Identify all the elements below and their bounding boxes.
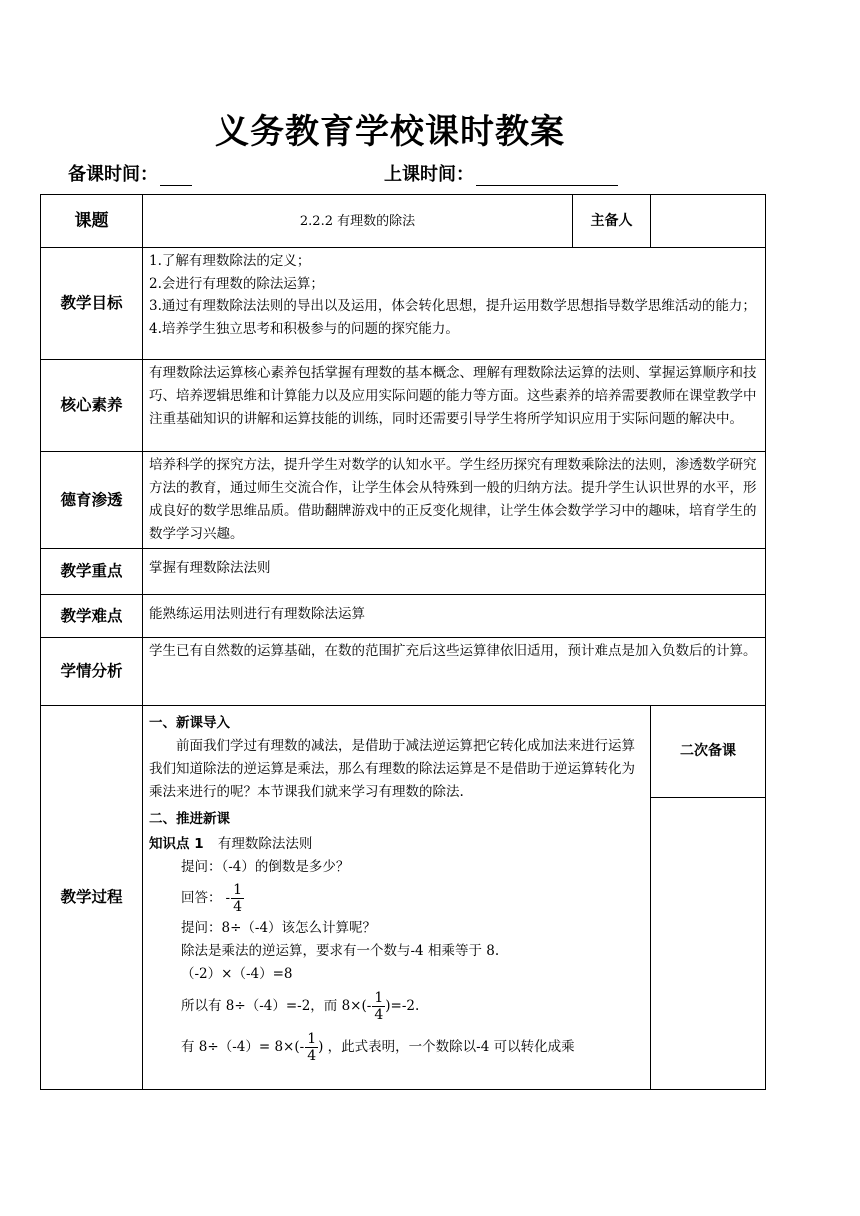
knowledge-point-label: 知识点 1 xyxy=(149,836,204,852)
minus-sign: - xyxy=(366,997,372,1014)
fraction-numerator: 1 xyxy=(233,881,242,898)
analysis-row xyxy=(41,638,766,706)
second-prep-area xyxy=(651,798,766,1090)
process-label: 教学过程 xyxy=(41,706,143,1090)
fraction-neg-quarter xyxy=(367,990,385,1023)
fraction-denominator: 4 xyxy=(307,1047,317,1064)
goals-row xyxy=(41,248,766,360)
class-time xyxy=(384,160,618,186)
question-2: 提问：8÷（-4）该怎么计算呢？ xyxy=(181,920,377,936)
conclusion-line xyxy=(149,1026,644,1068)
fraction-denominator: 4 xyxy=(233,898,242,915)
core-row xyxy=(41,360,766,452)
knowledge-point-title: 有理数除法法则 xyxy=(217,836,313,852)
topic-row xyxy=(41,195,766,248)
topic-value: 2.2.2 有理数的除法 xyxy=(143,195,573,248)
process-row-top xyxy=(41,706,766,798)
core-text: 有理数除法运算核心素养包括掌握有理数的基本概念、理解有理数除法运算的法则、掌握运算顺序和技巧、培养逻辑思维和计算能力以及应用实际问题的能力等方面。这些素养的培养需要教师在课堂教学中注重基础知识的讲解和运算技能的训练，同时还需要引导学生将所学知识应用于实际问题的解决中。 xyxy=(143,360,766,452)
minus-sign: - xyxy=(225,889,231,906)
fraction-neg-quarter xyxy=(300,1031,318,1064)
result-line-start: 所以有 8÷（-4）=-2，而 8×( xyxy=(181,997,367,1014)
analysis-label: 学情分析 xyxy=(41,638,143,706)
section-title-intro: 一、新课导入 xyxy=(149,715,230,731)
goal-item: 1.了解有理数除法的定义； xyxy=(149,253,311,269)
question-1: 提问：（-4）的倒数是多少？ xyxy=(181,859,350,875)
goals-content xyxy=(143,248,766,360)
goal-item: 3.通过有理数除法法则的导出以及运用，体会转化思想，提升运用数学思想指导数学思维活动的能力； xyxy=(149,298,756,314)
section-title-new: 二、推进新课 xyxy=(149,811,230,827)
fraction-numerator: 1 xyxy=(307,1030,317,1047)
topic-label: 课题 xyxy=(41,195,143,248)
prep-time-label: 备课时间： xyxy=(68,164,158,185)
moral-row xyxy=(41,452,766,549)
preparer-label: 主备人 xyxy=(573,195,651,248)
class-time-label: 上课时间： xyxy=(384,164,474,185)
fraction-numerator: 1 xyxy=(374,989,384,1006)
result-line xyxy=(149,986,644,1026)
knowledge-point xyxy=(149,833,644,856)
second-prep-label: 二次备课 xyxy=(651,706,766,798)
key-row xyxy=(41,549,766,595)
moral-text: 培养科学的探究方法，提升学生对数学的认知水平。学生经历探究有理数乘除法的法则，渗透数学研究方法的教育，通过师生交流合作，让学生体会从特殊到一般的归纳方法。提升学生认识世界的水平，形成良好的数学思维品质。借助翻牌游戏中的正反变化规律，让学生体会数学学习中的趣味，培育学生的数学学习兴趣。 xyxy=(143,452,766,549)
fraction-neg-quarter xyxy=(226,882,244,915)
lesson-plan-table xyxy=(40,194,766,1090)
goal-item: 2.会进行有理数的除法运算； xyxy=(149,275,324,292)
goals-label: 教学目标 xyxy=(41,248,143,360)
process-content xyxy=(143,706,651,1090)
conclusion-line-end: ) ，此式表明，一个数除以-4 可以转化成乘 xyxy=(318,1038,575,1055)
prep-time-blank xyxy=(160,167,192,186)
conclusion-line-start: 有 8÷（-4）= 8×( xyxy=(181,1038,300,1055)
prep-time xyxy=(68,160,192,186)
fraction-denominator: 4 xyxy=(374,1006,384,1023)
key-text: 掌握有理数除法法则 xyxy=(143,549,766,595)
intro-text: 前面我们学过有理数的减法，是借助于减法逆运算把它转化成加法来进行运算我们知道除法的逆运算是乘法，那么有理数的除法运算是不是借助于逆运算转化为乘法来进行的呢？本节课我们就来学习有理数的除法. xyxy=(149,738,635,800)
product-line: （-2）×（-4）=8 xyxy=(181,966,293,982)
class-time-blank xyxy=(476,167,618,186)
minus-sign: - xyxy=(299,1038,305,1055)
result-line-end: )=-2. xyxy=(385,997,420,1014)
key-label: 教学重点 xyxy=(41,549,143,595)
page-title: 义务教育学校课时教案 xyxy=(215,112,565,152)
explain-line: 除法是乘法的逆运算，要求有一个数与-4 相乘等于 8. xyxy=(181,943,500,959)
difficulty-label: 教学难点 xyxy=(41,595,143,638)
preparer-value xyxy=(651,195,766,248)
difficulty-text: 能熟练运用法则进行有理数除法运算 xyxy=(143,595,766,638)
analysis-text: 学生已有自然数的运算基础，在数的范围扩充后这些运算律依旧适用，预计难点是加入负数后的计算。 xyxy=(143,638,766,706)
goal-item: 4.培养学生独立思考和积极参与的问题的探究能力。 xyxy=(149,320,459,337)
moral-label: 德育渗透 xyxy=(41,452,143,549)
answer-1 xyxy=(149,879,644,917)
answer-prefix: 回答： xyxy=(181,889,222,906)
difficulty-row xyxy=(41,595,766,638)
core-label: 核心素养 xyxy=(41,360,143,452)
